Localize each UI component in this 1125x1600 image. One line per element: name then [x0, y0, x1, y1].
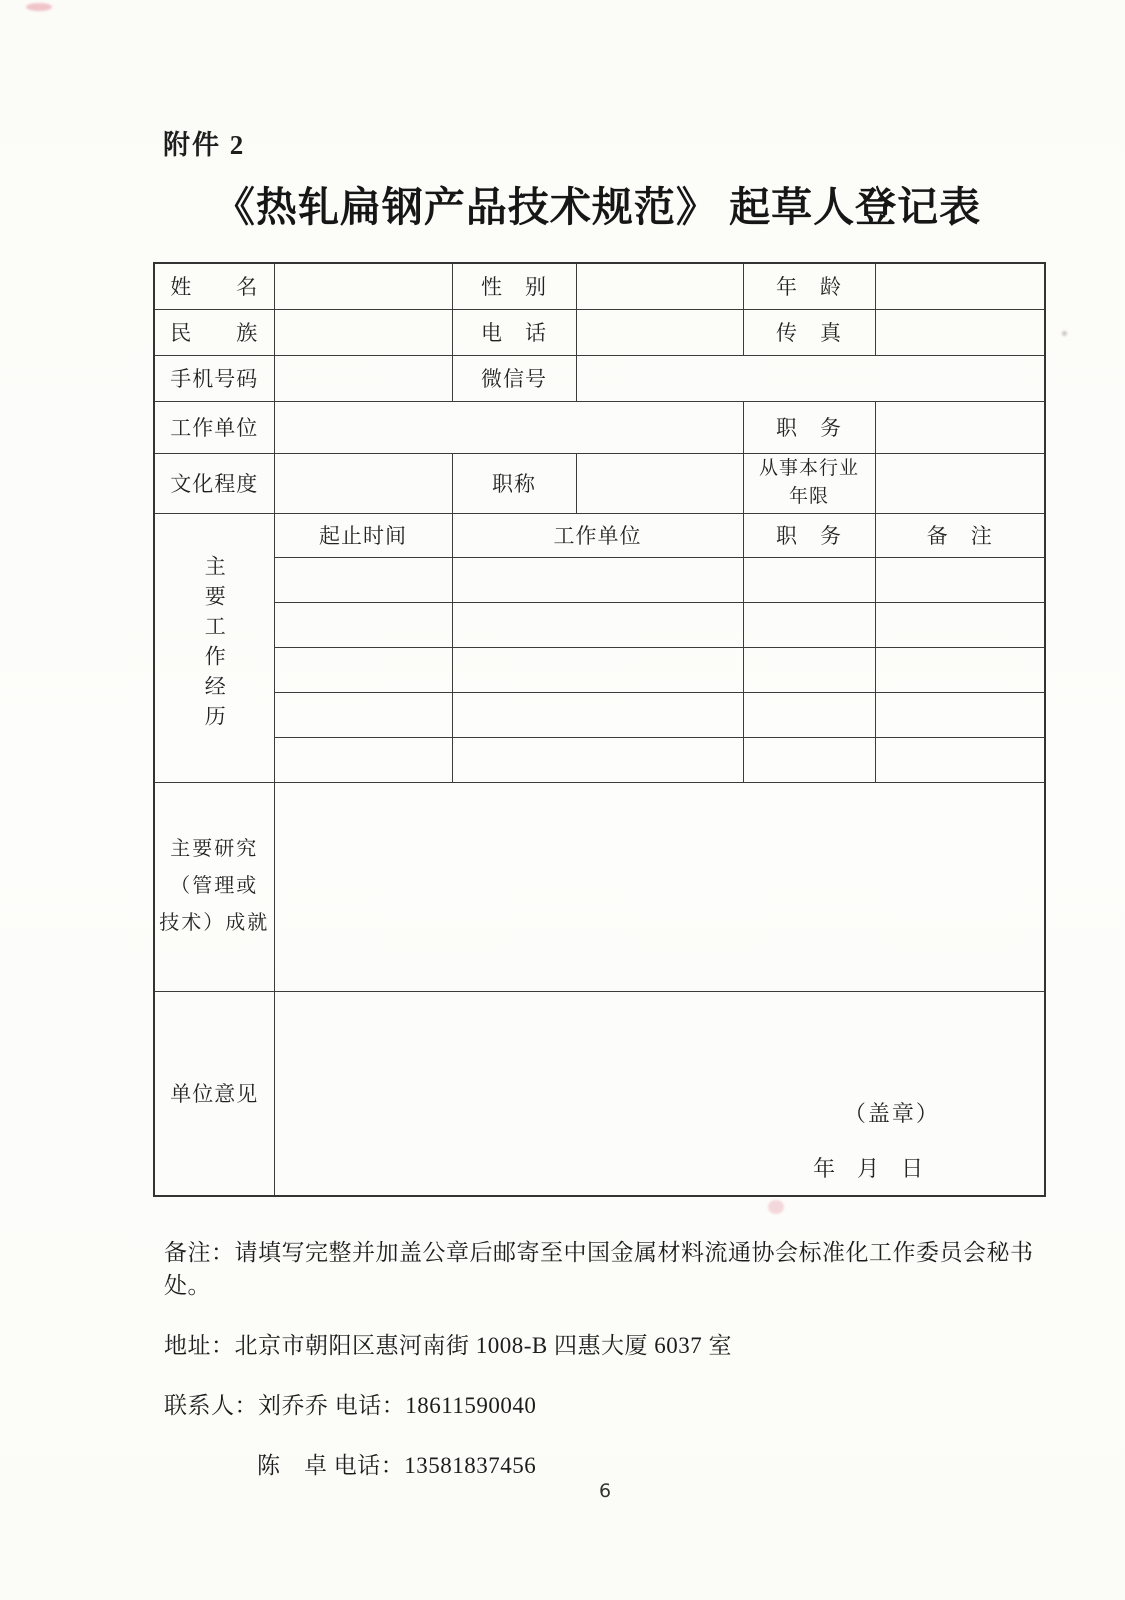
- period-cell: [274, 692, 452, 737]
- employer-cell: [452, 692, 743, 737]
- position-cell: [743, 647, 875, 692]
- phone-label: 电 话: [452, 309, 576, 355]
- ethnicity-value-cell: [274, 309, 452, 355]
- unit-opinion-label: 单位意见: [154, 991, 274, 1196]
- position-cell: [743, 692, 875, 737]
- achievements-value-cell: [274, 782, 1045, 991]
- period-cell: [274, 557, 452, 602]
- prof-title-label: 职称: [452, 453, 576, 513]
- remarks-cell: [875, 737, 1045, 782]
- work-history-row: [154, 737, 1045, 782]
- remarks-cell: [875, 557, 1045, 602]
- employer-cell: [452, 737, 743, 782]
- gender-value-cell: [576, 263, 743, 309]
- position-label: 职 务: [743, 401, 875, 453]
- employer-cell: [452, 602, 743, 647]
- row-education-title-years: [154, 453, 1045, 513]
- row-mobile-wechat: [154, 355, 1045, 401]
- footer-notes: [164, 1234, 1044, 1507]
- employer-cell: [452, 647, 743, 692]
- achievements-label-line1: 主要研究: [170, 838, 259, 860]
- period-cell: [274, 602, 452, 647]
- education-value-cell: [274, 453, 452, 513]
- scan-artifact: [1062, 331, 1067, 336]
- prof-title-value-cell: [576, 453, 743, 513]
- history-employer-header: 工作单位: [452, 513, 743, 557]
- industry-years-label: [743, 453, 875, 513]
- work-history-row: [154, 692, 1045, 737]
- footer-contact1-line: 联系人：刘乔乔 电话：18611590040: [164, 1393, 537, 1418]
- education-label: 文化程度: [154, 453, 274, 513]
- employer-value-cell: [274, 401, 743, 453]
- work-history-label: [154, 513, 274, 782]
- attachment-label: 附件 2: [163, 130, 246, 160]
- achievements-label-line2: （管理或: [170, 875, 259, 897]
- age-label: 年 龄: [743, 263, 875, 309]
- fax-value-cell: [875, 309, 1045, 355]
- gender-label: 性 别: [452, 263, 576, 309]
- name-value-cell: [274, 263, 452, 309]
- remarks-cell: [875, 692, 1045, 737]
- achievements-label-line3: 技术）成就: [159, 912, 270, 934]
- wechat-label: 微信号: [452, 355, 576, 401]
- position-cell: [743, 557, 875, 602]
- mobile-label: 手机号码: [154, 355, 274, 401]
- seal-note: （盖章）: [843, 1101, 940, 1127]
- phone-value-cell: [576, 309, 743, 355]
- row-unit-opinion: [154, 991, 1045, 1196]
- footer-note-line: 备注：请填写完整并加盖公章后邮寄至中国金属材料流通协会标准化工作委员会秘书处。: [164, 1240, 1034, 1298]
- work-history-row: [154, 647, 1045, 692]
- employer-label: 工作单位: [154, 401, 274, 453]
- position-cell: [743, 602, 875, 647]
- employer-cell: [452, 557, 743, 602]
- history-remarks-header: 备 注: [875, 513, 1045, 557]
- history-position-header: 职 务: [743, 513, 875, 557]
- work-history-row: [154, 557, 1045, 602]
- page-number: 6: [598, 1480, 612, 1502]
- name-label: 姓 名: [154, 263, 274, 309]
- fax-label: 传 真: [743, 309, 875, 355]
- wechat-value-cell: [576, 355, 1045, 401]
- age-value-cell: [875, 263, 1045, 309]
- date-placeholder: 年 月 日: [813, 1156, 924, 1182]
- work-history-label-text: 主要工作经历: [202, 554, 227, 735]
- period-cell: [274, 647, 452, 692]
- mobile-value-cell: [274, 355, 452, 401]
- row-ethnicity-phone-fax: [154, 309, 1045, 355]
- footer-address-line: 地址：北京市朝阳区惠河南街 1008-B 四惠大厦 6037 室: [164, 1333, 732, 1358]
- position-cell: [743, 737, 875, 782]
- achievements-label: [154, 782, 274, 991]
- remarks-cell: [875, 602, 1045, 647]
- position-value-cell: [875, 401, 1045, 453]
- work-history-row: [154, 602, 1045, 647]
- footer-contact2-line: 陈 卓 电话：13581837456: [257, 1453, 537, 1478]
- scan-artifact: [768, 1200, 784, 1214]
- industry-years-value-cell: [875, 453, 1045, 513]
- industry-years-label-line2: 年限: [788, 486, 829, 507]
- remarks-cell: [875, 647, 1045, 692]
- row-employer-position: [154, 401, 1045, 453]
- ethnicity-label: 民 族: [154, 309, 274, 355]
- unit-opinion-cell: [274, 991, 1045, 1196]
- row-name-gender-age: [154, 263, 1045, 309]
- history-period-header: 起止时间: [274, 513, 452, 557]
- registration-table: [153, 262, 1046, 1197]
- period-cell: [274, 737, 452, 782]
- scan-artifact: [26, 3, 52, 11]
- work-history-header-row: [154, 513, 1045, 557]
- row-achievements: [154, 782, 1045, 991]
- industry-years-label-line1: 从事本行业: [758, 458, 859, 480]
- page-title: 《热轧扁钢产品技术规范》 起草人登记表: [213, 184, 982, 230]
